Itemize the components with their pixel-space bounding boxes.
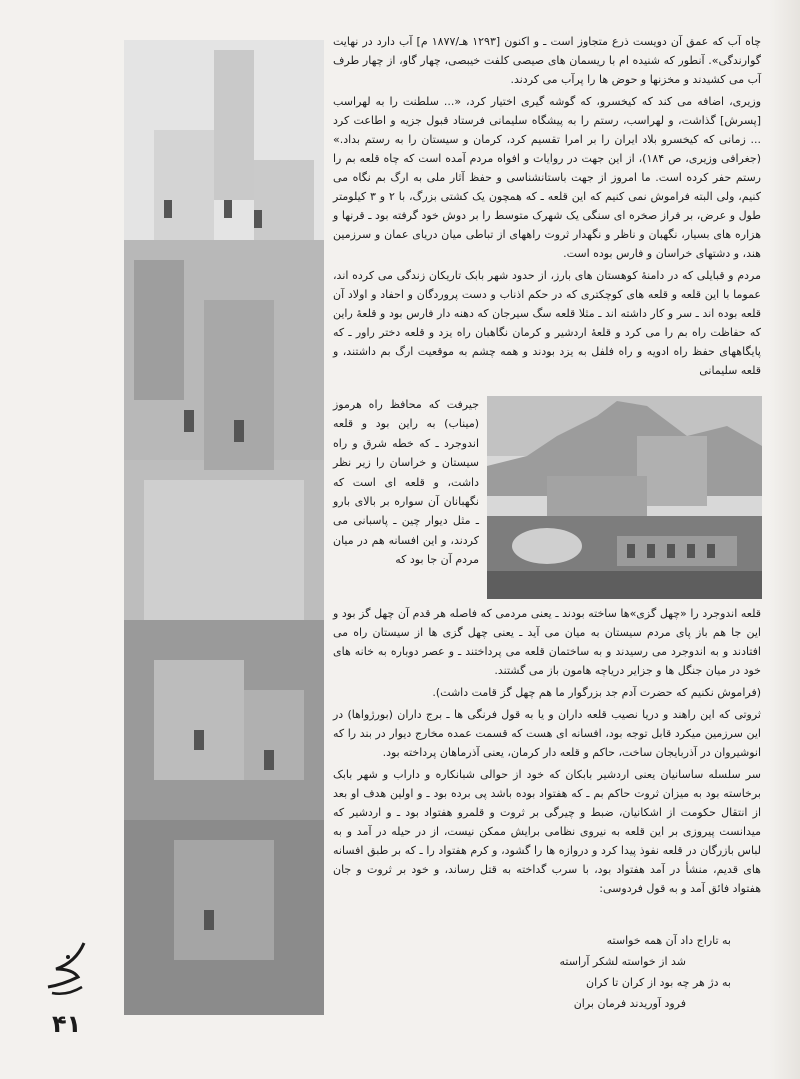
article-text-top: [333, 32, 761, 383]
poem-verse: به دژ هر چه بود از کران تا کران: [585, 976, 731, 989]
ferdowsi-poem: [333, 930, 761, 1014]
page-edge-shadow: [770, 0, 800, 1079]
kerman-logo: [38, 935, 96, 1005]
poem-verse: فرود آوریدند فرمان بران: [573, 997, 686, 1010]
paragraph: ثروتی که این راهند و دریا نصیب قلعه داران و یا به قول فرنگی ها ـ برج داران (بورژواها) در این سرزمین میکرد قابل توجه بود، افسانه ای هست که قسمت عمده مخارج دیوار در بند را که انوشیروان در آذربایجان ساخت، حاکم و قلعه دار کرمان، یعنی آذرماهان پرداخته بود.: [333, 708, 761, 759]
paragraph: مردم و قبایلی که در دامنهٔ کوهستان های بارز، از حدود شهر بابک تاریکان زندگی می کرده اند، عموما با این قلعه و قلعه های کوچکتری که در حکم اذناب و دست پروردگان و احفاد و اولاد آن قلعه بوده اند ـ سر و کار داشته اند ـ مثلا قلعه سگ سیرجان که دهنه دار فارس بود و قلعهٔ راین که حفاظت راه بم را می کرد و قلعهٔ اردشیر و کرمان نگاهبان راه یزد و قلعه دختر راور ـ که پایگاههای حفظ راه ادویه و راه فلفل به یزد بودند و همه چشم به موقعیت ارگ بم داشتند، و قلعه سلیمانی: [333, 269, 761, 377]
paragraph: قلعه اندوجرد را «چهل گزی»ها ساخته بودند ـ یعنی مردمی که فاصله هر قدم آن چهل گز بود و این جا هم باز پای مردم سیستان به میان می آید ـ یعنی چهل گزی ها از سیستان راه می افتادند و به اندوجرد می رسیدند و به ساختمان قلعه می پرداختند ـ و عصر دوباره به خانه های خود در میان جنگل ها و جزایر دریاچه هامون باز می گشتند.: [333, 607, 761, 677]
poem-verse: به تاراج داد آن همه خواسته: [606, 934, 731, 947]
decorative-castle-image: [124, 40, 324, 1015]
paragraph: چاه آب که عمق آن دویست ذرع متجاوز است ـ و اکنون [۱۲۹۳ هـ/۱۸۷۷ م] آب دارد در نهایت گوارندگی». آنطور که شنیده ام با ریسمان های صیصی کلفت خیبصی، چهار گاو، از چهار طرف آب می کشیدند و مخزنها و حوض ها را پرآب می کردند.: [333, 35, 762, 86]
article-text-bottom: [333, 604, 761, 901]
poem-verse: شد از خواسته لشکر آراسته: [559, 955, 686, 968]
article-text-wrap: [333, 395, 479, 570]
paragraph: (فراموش نکنیم که حضرت آدم جد بزرگوار ما هم چهل گز قامت داشت).: [432, 686, 761, 699]
bam-citadel-photo: [487, 396, 762, 599]
page-number: ۴۱: [52, 1010, 82, 1038]
paragraph: جیرفت که محافظ راه هرموز (میناب) به راین بود و قلعه اندوجرد ـ که خطه شرق و راه سیستان و خراسان را زیر نظر داشت، و قلعه ای است که نگهبانان آن سواره بر بالای بارو ـ مثل دیوار چین ـ پاسبانی می کردند، و این افسانه هم در میان مردم آن جا بود که: [333, 398, 479, 567]
paragraph: وزیری، اضافه می کند که کیخسرو، که گوشه گیری اختیار کرد، «... سلطنت را به لهراسب [پسرش] گذاشت، و لهراسب، رستم را به پیشگاه سلیمانی فرستاد قبول جزیه و اطاعت کرد ... زمانی که کیخسرو بلاد ایران را بر امرا تقسیم کرد، کرمان و سیستان را به رستم بداد.» (جغرافی وزیری، ص ۱۸۴)، از این جهت در روایات و افواه مردم آمده است که چاه قلعه بم را رستم حفر کرده است. ما امروز از جهت باستانشناسی و حفظ آثار ملی به ارگ بم نگاه می کنیم، ولی البته فراموش نمی کنیم که این قلعه ـ که همچون یک کشتی بزرگ، با ۲ و ۳ کیلومتر طول و عرض، بر فراز صخره ای سنگی یک شهرک متوسط را بر دوش خود گرفته بود ـ قرنها و هزاره های بسیار، نگهبان و ناظر و نگهدار ثروت راههای از تباطی میان دریای عمان و سرزمین هند، و دشتهای خراسان و فارس بوده است.: [333, 95, 762, 260]
paragraph: سر سلسله ساسانیان یعنی اردشیر بابکان که خود از حوالی شبانکاره و داراب و شهر بابک برخاسته بود به میزان ثروت حاکم بم ـ که هفتواد بوده باشد پی برده بود ـ و اولین هدف او بعد از انتقال حکومت از اشکانیان، ضبط و چیرگی بر ثروت و قلمرو هفتواد بود ـ و اردشیر که میدانست پیروزی بر این قلعه به نیروی نظامی برایش ممکن نیست، از در حیله در آمد و به لباس بازرگان در قلعه نفوذ پیدا کرد و دروازه ها را گشود، و کرم هفتواد را ـ که بر طبق افسانه های قدیم، منشأ در آمد هفتواد بود، با سرب گداخته به قتل رساند، و خود بر ثروت و جان هفتواد فائق آمد و به قول فردوسی:: [333, 768, 761, 895]
